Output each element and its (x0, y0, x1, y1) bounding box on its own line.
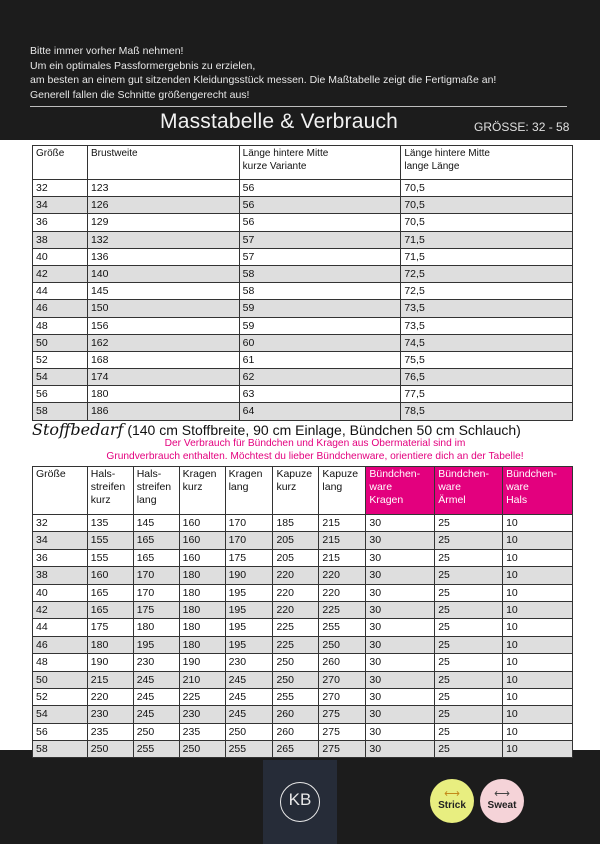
fabric-consumption-table-body (33, 515, 573, 758)
table-cell: 54 (33, 706, 88, 723)
table-cell: 36 (33, 549, 88, 566)
table-cell: 175 (133, 601, 179, 618)
divider (30, 106, 567, 107)
table-cell: 220 (273, 601, 319, 618)
sweat-badge (480, 779, 524, 823)
table-cell: 155 (87, 549, 133, 566)
table-cell: 260 (273, 706, 319, 723)
brand-logo-text: KB (288, 790, 312, 809)
table-row (33, 636, 573, 653)
table-cell: 186 (87, 403, 239, 420)
table-cell: 145 (87, 283, 239, 300)
table-cell: 30 (366, 723, 435, 740)
table-cell: 25 (435, 549, 503, 566)
table-cell: 190 (179, 654, 225, 671)
table-row (33, 567, 573, 584)
table-cell: 56 (239, 180, 401, 197)
table-row (33, 369, 573, 386)
table-cell: 58 (33, 741, 88, 758)
table-cell: 250 (273, 654, 319, 671)
table-cell: 165 (133, 549, 179, 566)
table-cell: 225 (273, 619, 319, 636)
fabric-requirement-label: Stoffbedarf (32, 420, 124, 439)
table-cell: 250 (273, 671, 319, 688)
table-cell: 245 (225, 671, 273, 688)
table-cell: 59 (239, 317, 401, 334)
table-cell: 195 (133, 636, 179, 653)
table-row (33, 197, 573, 214)
table-cell: 10 (503, 636, 573, 653)
intro-text (30, 44, 575, 102)
table-cell: 25 (435, 601, 503, 618)
table-cell: 70,5 (401, 197, 573, 214)
table-cell: 160 (87, 567, 133, 584)
table-cell: 30 (366, 706, 435, 723)
table-cell: 25 (435, 567, 503, 584)
column-header: Kragen kurz (179, 467, 225, 515)
table-cell: 230 (133, 654, 179, 671)
table-cell: 30 (366, 654, 435, 671)
table-cell: 180 (133, 619, 179, 636)
table-cell: 74,5 (401, 334, 573, 351)
content-panel (0, 140, 600, 756)
table-cell: 10 (503, 706, 573, 723)
table-cell: 170 (133, 584, 179, 601)
page-title: Masstabelle & Verbrauch (160, 110, 399, 133)
fabric-note (75, 438, 555, 463)
table-cell: 123 (87, 180, 239, 197)
stretch-arrows-icon: ⟷ (494, 788, 510, 800)
table-cell: 38 (33, 231, 88, 248)
table-cell: 156 (87, 317, 239, 334)
table-cell: 50 (33, 334, 88, 351)
intro-line: am besten an einem gut sitzenden Kleidungsstück messen. Die Maßtabelle zeigt die Fertigmaße an! (30, 74, 497, 87)
table-cell: 52 (33, 351, 88, 368)
stretch-arrows-icon: ⟷ (444, 788, 460, 800)
table-row (33, 214, 573, 231)
table-cell: 190 (225, 567, 273, 584)
table-row (33, 231, 573, 248)
table-cell: 54 (33, 369, 88, 386)
intro-line: Um ein optimales Passformergebnis zu erzielen, (30, 59, 256, 72)
column-header: Bündchen- ware Kragen (366, 467, 435, 515)
table-cell: 71,5 (401, 231, 573, 248)
table-cell: 168 (87, 351, 239, 368)
table-cell: 260 (273, 723, 319, 740)
table-cell: 230 (87, 706, 133, 723)
table-cell: 30 (366, 671, 435, 688)
table-row (33, 265, 573, 282)
table-cell: 52 (33, 688, 88, 705)
table-cell: 34 (33, 197, 88, 214)
table-cell: 220 (87, 688, 133, 705)
table-cell: 135 (87, 515, 133, 532)
table-cell: 235 (179, 723, 225, 740)
column-header: Länge hintere Mitte lange Länge (401, 146, 573, 180)
table-cell: 136 (87, 248, 239, 265)
table-cell: 225 (319, 601, 366, 618)
table-cell: 58 (239, 283, 401, 300)
table-row (33, 248, 573, 265)
badge-label: Strick (438, 800, 466, 811)
table-cell: 215 (319, 549, 366, 566)
table-row (33, 515, 573, 532)
column-header: Kragen lang (225, 467, 273, 515)
column-header: Bündchen- ware Hals (503, 467, 573, 515)
brand-logo (263, 760, 337, 844)
table-cell: 46 (33, 636, 88, 653)
table-cell: 36 (33, 214, 88, 231)
table-cell: 170 (225, 515, 273, 532)
table-cell: 230 (225, 654, 273, 671)
table-cell: 30 (366, 741, 435, 758)
table-cell: 275 (319, 741, 366, 758)
table-cell: 255 (273, 688, 319, 705)
table-cell: 40 (33, 248, 88, 265)
table-cell: 56 (239, 197, 401, 214)
table-cell: 195 (225, 619, 273, 636)
table-cell: 25 (435, 706, 503, 723)
fabric-requirement-detail: (140 cm Stoffbreite, 90 cm Einlage, Bündchen 50 cm Schlauch) (127, 422, 521, 438)
fabric-consumption-table (32, 466, 573, 758)
table-cell: 215 (87, 671, 133, 688)
table-cell: 270 (319, 688, 366, 705)
table-cell: 75,5 (401, 351, 573, 368)
table-cell: 165 (133, 532, 179, 549)
table-row (33, 532, 573, 549)
table-cell: 25 (435, 654, 503, 671)
table-cell: 220 (273, 584, 319, 601)
table-cell: 275 (319, 706, 366, 723)
table-cell: 10 (503, 654, 573, 671)
table-cell: 10 (503, 515, 573, 532)
table-cell: 250 (319, 636, 366, 653)
table-row (33, 351, 573, 368)
column-header: Größe (33, 146, 88, 180)
table-cell: 10 (503, 584, 573, 601)
column-header: Kapuze kurz (273, 467, 319, 515)
table-row (33, 584, 573, 601)
table-cell: 25 (435, 688, 503, 705)
strick-badge (430, 779, 474, 823)
table-row (33, 403, 573, 420)
table-cell: 30 (366, 549, 435, 566)
table-cell: 270 (319, 671, 366, 688)
table-cell: 32 (33, 515, 88, 532)
table-row (33, 671, 573, 688)
table-cell: 50 (33, 671, 88, 688)
column-header: Hals- streifen lang (133, 467, 179, 515)
table-cell: 10 (503, 671, 573, 688)
table-cell: 30 (366, 688, 435, 705)
table-cell: 260 (319, 654, 366, 671)
table-cell: 255 (133, 741, 179, 758)
table-cell: 63 (239, 386, 401, 403)
table-cell: 25 (435, 619, 503, 636)
table-cell: 129 (87, 214, 239, 231)
table-row (33, 334, 573, 351)
table-cell: 70,5 (401, 180, 573, 197)
table-cell: 58 (239, 265, 401, 282)
table-cell: 250 (179, 741, 225, 758)
table-cell: 225 (179, 688, 225, 705)
table-cell: 71,5 (401, 248, 573, 265)
table-cell: 25 (435, 636, 503, 653)
fabric-requirement-line (32, 420, 573, 439)
table-cell: 44 (33, 619, 88, 636)
table-cell: 160 (179, 515, 225, 532)
table-cell: 245 (133, 706, 179, 723)
table-cell: 25 (435, 584, 503, 601)
table-row (33, 549, 573, 566)
table-cell: 46 (33, 300, 88, 317)
table-cell: 60 (239, 334, 401, 351)
table-cell: 225 (273, 636, 319, 653)
column-header: Hals- streifen kurz (87, 467, 133, 515)
table-cell: 10 (503, 601, 573, 618)
table-header-row (33, 467, 573, 515)
table-cell: 140 (87, 265, 239, 282)
table-cell: 70,5 (401, 214, 573, 231)
table-cell: 245 (133, 671, 179, 688)
table-cell: 162 (87, 334, 239, 351)
table-cell: 62 (239, 369, 401, 386)
table-cell: 48 (33, 317, 88, 334)
table-cell: 48 (33, 654, 88, 671)
fabric-note-line: Der Verbrauch für Bündchen und Kragen aus Obermaterial sind im (164, 438, 466, 449)
table-cell: 180 (179, 619, 225, 636)
table-cell: 195 (225, 584, 273, 601)
table-cell: 180 (179, 584, 225, 601)
table-cell: 190 (87, 654, 133, 671)
intro-line: Bitte immer vorher Maß nehmen! (30, 45, 184, 57)
table-row (33, 741, 573, 758)
table-cell: 25 (435, 515, 503, 532)
table-cell: 64 (239, 403, 401, 420)
table-cell: 265 (273, 741, 319, 758)
table-cell: 34 (33, 532, 88, 549)
table-row (33, 317, 573, 334)
badge-label: Sweat (487, 800, 517, 811)
table-row (33, 300, 573, 317)
table-cell: 56 (239, 214, 401, 231)
table-cell: 78,5 (401, 403, 573, 420)
table-cell: 25 (435, 723, 503, 740)
table-cell: 56 (33, 723, 88, 740)
table-cell: 25 (435, 741, 503, 758)
table-cell: 30 (366, 584, 435, 601)
table-cell: 220 (319, 567, 366, 584)
table-cell: 255 (225, 741, 273, 758)
table-cell: 250 (133, 723, 179, 740)
column-header: Kapuze lang (319, 467, 366, 515)
table-cell: 180 (179, 567, 225, 584)
table-cell: 10 (503, 567, 573, 584)
table-cell: 59 (239, 300, 401, 317)
table-cell: 170 (225, 532, 273, 549)
table-cell: 155 (87, 532, 133, 549)
table-cell: 160 (179, 549, 225, 566)
table-cell: 220 (273, 567, 319, 584)
table-cell: 195 (225, 601, 273, 618)
column-header: Länge hintere Mitte kurze Variante (239, 146, 401, 180)
table-cell: 220 (319, 584, 366, 601)
table-cell: 215 (319, 532, 366, 549)
table-cell: 56 (33, 386, 88, 403)
table-cell: 210 (179, 671, 225, 688)
table-cell: 10 (503, 549, 573, 566)
intro-line: Generell fallen die Schnitte größengerecht aus! (30, 88, 250, 101)
table-cell: 180 (87, 386, 239, 403)
table-cell: 230 (179, 706, 225, 723)
table-cell: 30 (366, 601, 435, 618)
table-cell: 30 (366, 532, 435, 549)
table-cell: 44 (33, 283, 88, 300)
table-cell: 170 (133, 567, 179, 584)
table-cell: 57 (239, 231, 401, 248)
measurements-table-body (33, 180, 573, 421)
table-cell: 175 (225, 549, 273, 566)
table-cell: 77,5 (401, 386, 573, 403)
column-header: Größe (33, 467, 88, 515)
table-cell: 160 (179, 532, 225, 549)
table-cell: 275 (319, 723, 366, 740)
table-cell: 185 (273, 515, 319, 532)
table-cell: 61 (239, 351, 401, 368)
table-cell: 180 (87, 636, 133, 653)
table-cell: 126 (87, 197, 239, 214)
table-row (33, 654, 573, 671)
table-cell: 245 (225, 706, 273, 723)
table-cell: 165 (87, 601, 133, 618)
table-header-row (33, 146, 573, 180)
table-cell: 245 (225, 688, 273, 705)
table-cell: 42 (33, 601, 88, 618)
table-cell: 145 (133, 515, 179, 532)
table-cell: 57 (239, 248, 401, 265)
table-row (33, 180, 573, 197)
table-cell: 175 (87, 619, 133, 636)
table-cell: 195 (225, 636, 273, 653)
table-cell: 30 (366, 567, 435, 584)
table-cell: 73,5 (401, 300, 573, 317)
table-cell: 132 (87, 231, 239, 248)
table-cell: 180 (179, 601, 225, 618)
table-row (33, 723, 573, 740)
table-cell: 215 (319, 515, 366, 532)
table-cell: 76,5 (401, 369, 573, 386)
table-row (33, 619, 573, 636)
table-row (33, 386, 573, 403)
table-cell: 73,5 (401, 317, 573, 334)
table-cell: 10 (503, 532, 573, 549)
fabric-note-line: Grundverbrauch enthalten. Möchtest du lieber Bündchenware, orientiere dich an der Tabelle! (106, 450, 524, 462)
column-header: Bündchen- ware Ärmel (435, 467, 503, 515)
table-cell: 245 (133, 688, 179, 705)
table-cell: 205 (273, 549, 319, 566)
table-row (33, 706, 573, 723)
table-row (33, 601, 573, 618)
table-cell: 25 (435, 671, 503, 688)
table-cell: 72,5 (401, 283, 573, 300)
table-cell: 30 (366, 619, 435, 636)
table-cell: 32 (33, 180, 88, 197)
table-cell: 250 (87, 741, 133, 758)
table-row (33, 283, 573, 300)
table-cell: 72,5 (401, 265, 573, 282)
table-cell: 30 (366, 515, 435, 532)
column-header: Brustweite (87, 146, 239, 180)
size-range-label: GRÖSSE: 32 - 58 (474, 120, 570, 134)
table-cell: 42 (33, 265, 88, 282)
table-cell: 10 (503, 619, 573, 636)
table-cell: 10 (503, 723, 573, 740)
table-cell: 180 (179, 636, 225, 653)
table-cell: 205 (273, 532, 319, 549)
table-cell: 40 (33, 584, 88, 601)
table-cell: 10 (503, 688, 573, 705)
table-row (33, 688, 573, 705)
table-cell: 150 (87, 300, 239, 317)
table-cell: 10 (503, 741, 573, 758)
table-cell: 255 (319, 619, 366, 636)
table-cell: 165 (87, 584, 133, 601)
table-cell: 174 (87, 369, 239, 386)
table-cell: 38 (33, 567, 88, 584)
table-cell: 25 (435, 532, 503, 549)
table-cell: 235 (87, 723, 133, 740)
measurements-table (32, 145, 573, 421)
table-cell: 250 (225, 723, 273, 740)
table-cell: 30 (366, 636, 435, 653)
table-cell: 58 (33, 403, 88, 420)
